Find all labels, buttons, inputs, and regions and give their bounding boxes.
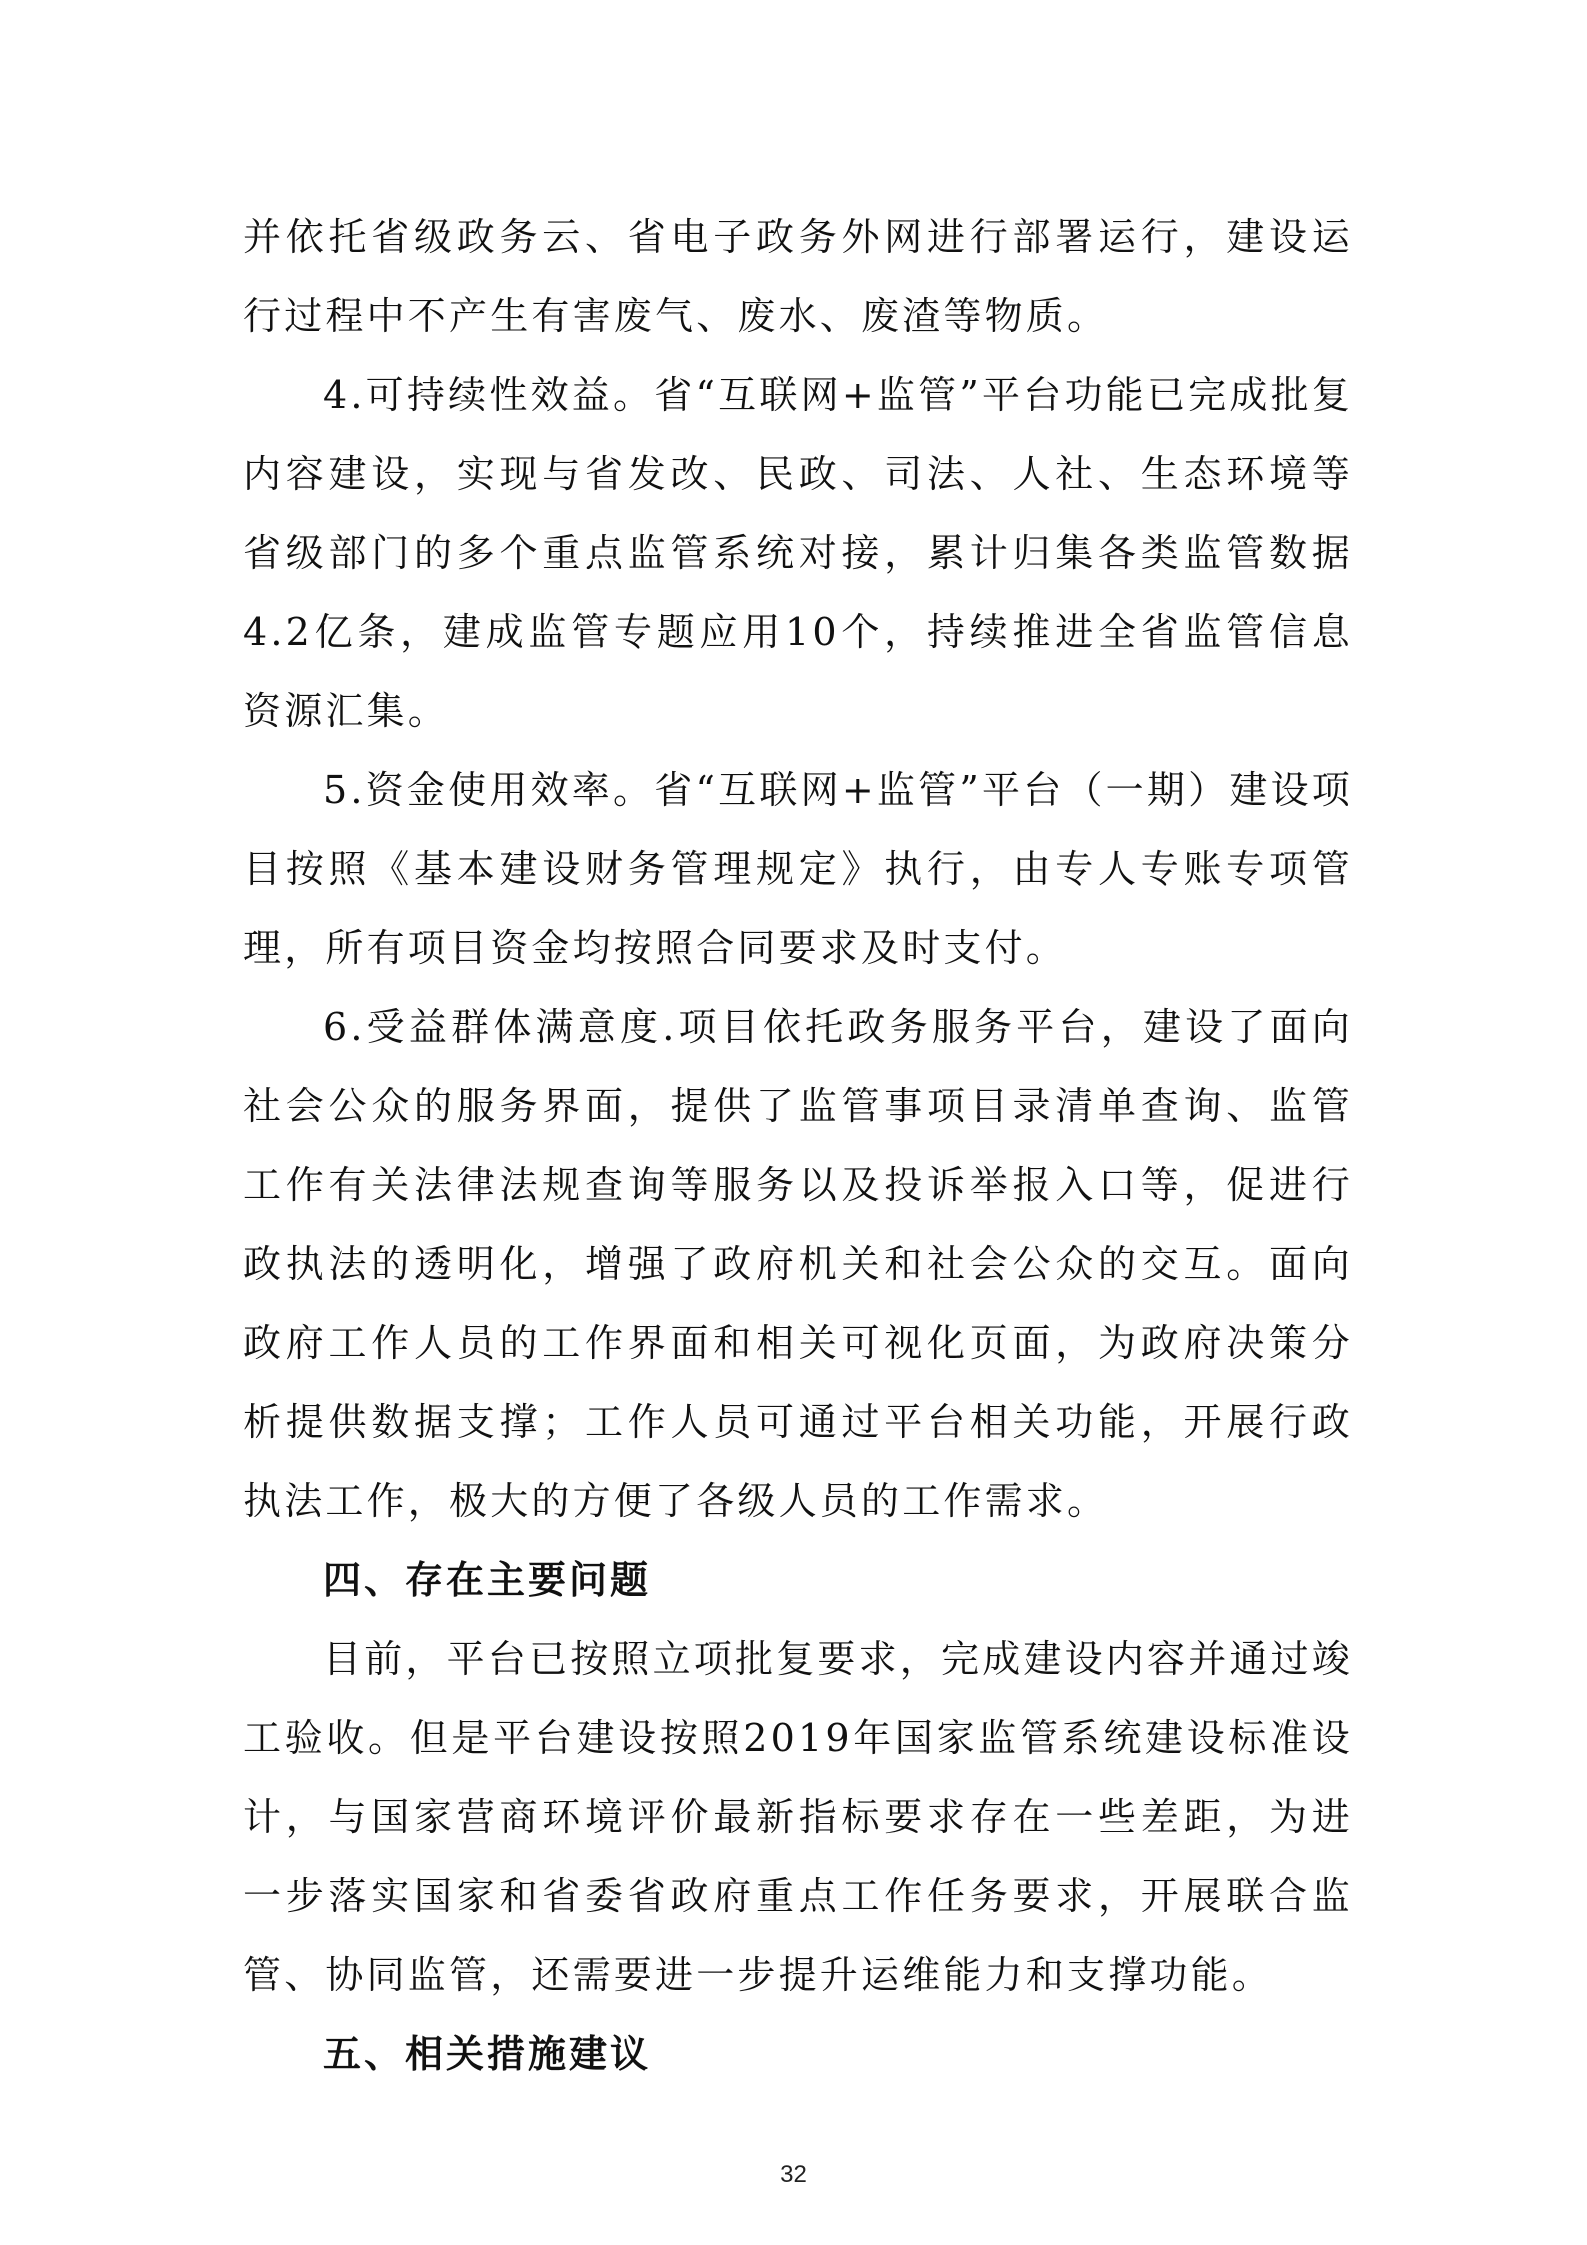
- page-number: 32: [780, 2161, 807, 2188]
- section-heading-suggestions: 五、相关措施建议: [323, 2032, 652, 2076]
- paragraph-fund-efficiency: 5.资金使用效率。省“互联网+监管”平台（一期）建设项目按照《基本建设财务管理规定》执行，由专人专账专项管理，所有项目资金均按照合同要求及时支付。: [243, 768, 1353, 970]
- paragraph-satisfaction: 6.受益群体满意度.项目依托政务服务平台，建设了面向社会公众的服务界面，提供了监管事项目录清单查询、监管工作有关法律法规查询等服务以及投诉举报入口等，促进行政执法的透明化，增强了政府机关和社会公众的交互。面向政府工作人员的工作界面和相关可视化页面，为政府决策分析提供数据支撑；工作人员可通过平台相关功能，开展行政执法工作，极大的方便了各级人员的工作需求。: [243, 1005, 1353, 1523]
- document-body: [243, 198, 1353, 2094]
- paragraph-continuation: 并依托省级政务云、省电子政务外网进行部署运行，建设运行过程中不产生有害废气、废水、废渣等物质。: [243, 215, 1353, 338]
- section-heading-problems: 四、存在主要问题: [323, 1558, 652, 1602]
- paragraph-sustainability: 4.可持续性效益。省“互联网+监管”平台功能已完成批复内容建设，实现与省发改、民政、司法、人社、生态环境等省级部门的多个重点监管系统对接，累计归集各类监管数据4.2亿条，建成监管专题应用10个，持续推进全省监管信息资源汇集。: [243, 373, 1353, 733]
- paragraph-problems: 目前，平台已按照立项批复要求，完成建设内容并通过竣工验收。但是平台建设按照2019年国家监管系统建设标准设计，与国家营商环境评价最新指标要求存在一些差距，为进一步落实国家和省委省政府重点工作任务要求，开展联合监管、协同监管，还需要进一步提升运维能力和支撑功能。: [243, 1637, 1354, 1997]
